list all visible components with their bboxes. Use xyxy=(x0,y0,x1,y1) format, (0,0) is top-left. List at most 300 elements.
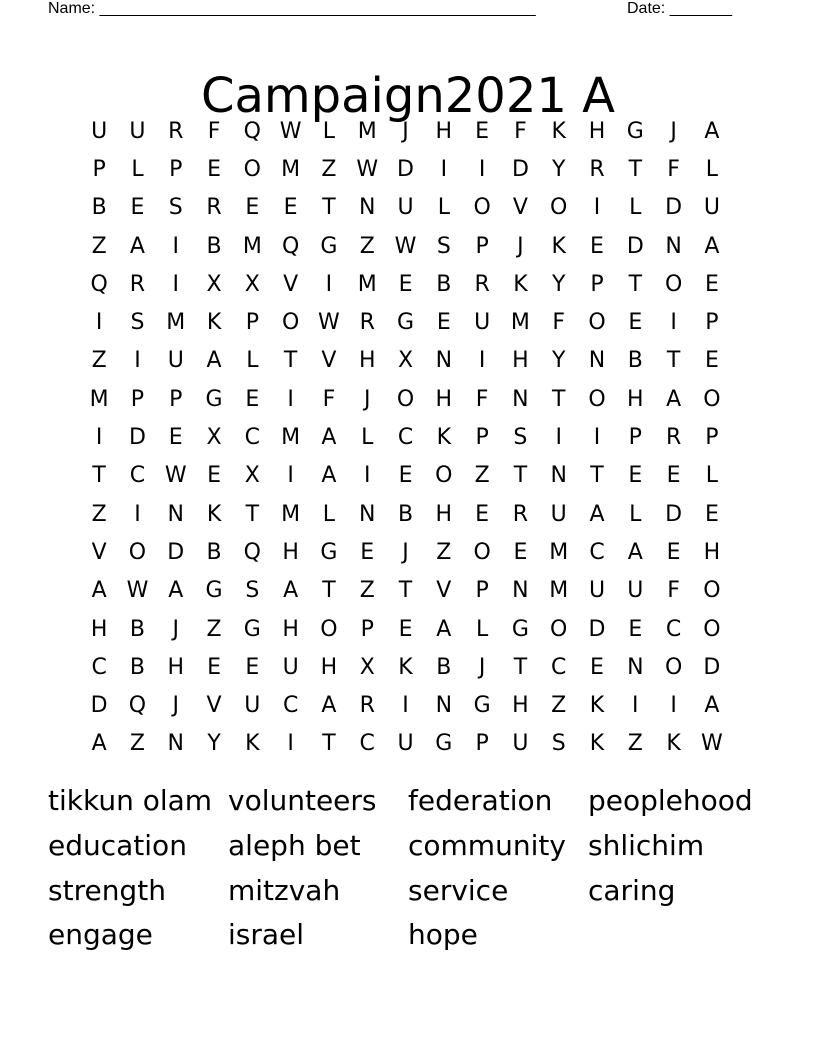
grid-letter: X xyxy=(397,348,414,374)
grid-letter: E xyxy=(207,463,221,489)
grid-letter: O xyxy=(396,386,415,412)
grid-letter: A xyxy=(321,463,337,489)
grid-letter: L xyxy=(475,616,489,642)
grid-letter: S xyxy=(130,310,145,336)
word-list-item: service xyxy=(408,873,509,907)
grid-letter: X xyxy=(244,463,260,489)
grid-letter: A xyxy=(436,616,452,642)
grid-letter: G xyxy=(320,233,338,259)
grid-letter: E xyxy=(283,195,298,221)
word-list-item: tikkun olam xyxy=(48,784,213,817)
grid-letter: A xyxy=(283,578,299,604)
grid-letter: S xyxy=(436,233,451,259)
grid-letter: I xyxy=(593,425,601,451)
grid-letter: E xyxy=(207,654,221,680)
name-field[interactable]: Name: _________________________________________________ xyxy=(48,0,536,17)
grid-letter: D xyxy=(167,539,185,565)
grid-letter: L xyxy=(361,425,374,451)
grid-letter: I xyxy=(134,348,141,374)
word-list-item: engage xyxy=(48,918,153,952)
grid-letter: N xyxy=(435,348,453,374)
word-list-item: peoplehood xyxy=(588,784,753,817)
grid-letter: F xyxy=(207,118,221,144)
word-list-item: education xyxy=(48,828,187,862)
grid-letter: Z xyxy=(627,731,643,757)
grid-letter: T xyxy=(590,463,604,489)
grid-letter: J xyxy=(363,386,371,412)
grid-letter: Y xyxy=(207,731,221,757)
grid-letter: Y xyxy=(551,348,566,374)
grid-letter: U xyxy=(703,195,720,221)
grid-letter: G xyxy=(626,118,644,144)
word-list-item: mitzvah xyxy=(228,873,341,907)
grid-letter: H xyxy=(435,118,453,144)
grid-letter: P xyxy=(475,233,489,259)
grid-letter: K xyxy=(666,731,681,757)
grid-letter: Q xyxy=(281,233,300,259)
word-list-item: volunteers xyxy=(228,784,377,817)
grid-letter: R xyxy=(589,156,605,182)
grid-letter: M xyxy=(357,271,377,297)
grid-letter: D xyxy=(90,693,108,719)
grid-letter: H xyxy=(435,386,453,412)
grid-letter: J xyxy=(172,693,179,719)
grid-letter: H xyxy=(588,118,606,144)
grid-letter: I xyxy=(95,310,103,336)
grid-letter: K xyxy=(551,118,566,144)
grid-letter: T xyxy=(551,386,566,412)
grid-letter: U xyxy=(397,195,414,221)
grid-letter: K xyxy=(206,501,222,527)
grid-letter: U xyxy=(244,693,261,719)
grid-letter: M xyxy=(242,233,262,259)
grid-letter: C xyxy=(282,693,299,719)
grid-letter: F xyxy=(667,578,680,604)
grid-letter: G xyxy=(511,616,529,642)
grid-letter: E xyxy=(245,195,260,221)
grid-letter: A xyxy=(704,118,720,144)
grid-letter: A xyxy=(666,386,682,412)
grid-letter: C xyxy=(359,731,375,757)
puzzle-title: Campaign2021 A xyxy=(200,68,616,125)
grid-letter: Z xyxy=(359,233,375,259)
grid-letter: C xyxy=(397,425,414,451)
letter-grid xyxy=(80,112,731,763)
grid-letter: N xyxy=(167,501,184,527)
grid-letter: P xyxy=(475,578,489,604)
grid-letter: D xyxy=(703,654,721,680)
word-list-item: hope xyxy=(408,918,478,952)
grid-letter: E xyxy=(475,501,490,527)
grid-letter: N xyxy=(665,233,682,259)
grid-letter: H xyxy=(167,654,185,680)
grid-letter: M xyxy=(281,425,301,451)
grid-letter: W xyxy=(318,310,340,336)
grid-letter: E xyxy=(704,348,719,374)
grid-letter: S xyxy=(513,425,528,451)
grid-letter: I xyxy=(555,425,562,451)
grid-letter: H xyxy=(358,348,376,374)
grid-letter: Q xyxy=(243,118,261,144)
grid-letter: L xyxy=(437,195,450,221)
grid-letter: H xyxy=(282,539,299,565)
grid-letter: O xyxy=(703,616,721,642)
grid-letter: F xyxy=(514,118,527,144)
grid-letter: I xyxy=(440,156,448,182)
grid-letter: P xyxy=(360,616,374,642)
grid-letter: R xyxy=(665,425,682,451)
grid-letter: W xyxy=(356,156,379,182)
grid-letter: P xyxy=(628,425,642,451)
word-list xyxy=(48,781,768,960)
grid-letter: R xyxy=(206,195,222,221)
grid-letter: L xyxy=(131,156,144,182)
grid-letter: K xyxy=(206,310,222,336)
grid-letter: R xyxy=(512,501,529,527)
grid-letter: H xyxy=(703,539,721,565)
grid-letter: E xyxy=(628,463,643,489)
grid-letter: B xyxy=(129,654,145,680)
grid-letter: C xyxy=(665,616,682,642)
grid-letter: P xyxy=(169,386,183,412)
grid-letter: B xyxy=(397,501,414,527)
grid-letter: N xyxy=(512,386,529,412)
grid-letter: Z xyxy=(206,616,222,642)
grid-letter: E xyxy=(704,501,719,527)
grid-letter: K xyxy=(436,425,452,451)
grid-letter: B xyxy=(91,195,107,221)
grid-letter: P xyxy=(169,156,183,182)
grid-letter: U xyxy=(474,310,491,336)
grid-letter: E xyxy=(666,539,681,565)
grid-letter: S xyxy=(551,731,566,757)
grid-letter: N xyxy=(358,501,376,527)
grid-letter: P xyxy=(92,156,106,182)
word-list-item: shlichim xyxy=(588,828,705,862)
date-field[interactable]: Date: _______ xyxy=(627,0,732,17)
grid-letter: E xyxy=(628,310,643,336)
grid-letter: J xyxy=(402,539,409,565)
grid-letter: J xyxy=(517,233,524,259)
grid-letter: D xyxy=(665,195,683,221)
grid-letter: T xyxy=(628,156,643,182)
grid-letter: U xyxy=(512,731,529,757)
grid-letter: K xyxy=(398,654,413,680)
grid-letter: P xyxy=(705,425,719,451)
grid-letter: D xyxy=(626,233,644,259)
grid-letter: B xyxy=(627,348,643,374)
grid-letter: G xyxy=(243,616,261,642)
grid-letter: O xyxy=(664,271,683,297)
grid-letter: Z xyxy=(359,578,375,604)
grid-letter: J xyxy=(670,118,677,144)
grid-letter: F xyxy=(552,310,566,336)
grid-letter: D xyxy=(588,616,606,642)
grid-letter: O xyxy=(473,195,491,221)
grid-letter: E xyxy=(628,616,643,642)
grid-letter: V xyxy=(512,195,528,221)
grid-letter: H xyxy=(627,386,644,412)
grid-letter: X xyxy=(206,271,222,297)
grid-letter: S xyxy=(168,195,183,221)
grid-letter: J xyxy=(478,654,486,680)
grid-letter: Z xyxy=(436,539,452,565)
grid-letter: Y xyxy=(551,156,566,182)
grid-letter: U xyxy=(167,348,184,374)
grid-letter: Q xyxy=(243,539,261,565)
grid-letter: I xyxy=(670,310,677,336)
grid-letter: E xyxy=(168,425,183,451)
grid-letter: O xyxy=(550,616,568,642)
grid-letter: I xyxy=(478,156,486,182)
grid-letter: A xyxy=(91,731,107,757)
grid-letter: H xyxy=(512,348,529,374)
grid-letter: R xyxy=(168,118,184,144)
grid-letter: U xyxy=(627,578,644,604)
grid-letter: C xyxy=(91,654,107,680)
grid-letter: K xyxy=(589,731,605,757)
grid-letter: T xyxy=(245,501,260,527)
grid-letter: I xyxy=(478,348,486,374)
grid-letter: R xyxy=(474,271,490,297)
grid-letter: A xyxy=(206,348,222,374)
grid-letter: O xyxy=(588,386,606,412)
grid-letter: I xyxy=(134,501,141,527)
grid-letter: I xyxy=(402,693,409,719)
grid-letter: N xyxy=(627,654,644,680)
grid-letter: E xyxy=(666,463,681,489)
grid-letter: A xyxy=(129,233,145,259)
grid-letter: W xyxy=(394,233,417,259)
grid-letter: Z xyxy=(474,463,490,489)
grid-letter: P xyxy=(130,386,145,412)
grid-letter: D xyxy=(511,156,529,182)
grid-letter: N xyxy=(550,463,567,489)
grid-letter: I xyxy=(95,425,103,451)
grid-letter: W xyxy=(126,578,149,604)
grid-letter: N xyxy=(588,348,606,374)
grid-letter: U xyxy=(282,654,299,680)
grid-letter: E xyxy=(475,118,490,144)
grid-letter: B xyxy=(206,539,222,565)
grid-letter: L xyxy=(322,118,336,144)
grid-letter: O xyxy=(128,539,147,565)
grid-letter: U xyxy=(397,731,414,757)
grid-letter: I xyxy=(287,463,294,489)
grid-letter: Q xyxy=(128,693,147,719)
grid-letter: G xyxy=(205,386,223,412)
grid-letter: A xyxy=(589,501,605,527)
grid-letter: R xyxy=(129,271,146,297)
grid-letter: G xyxy=(473,693,491,719)
grid-letter: C xyxy=(244,425,261,451)
grid-letter: U xyxy=(91,118,108,144)
grid-letter: H xyxy=(90,616,108,642)
grid-letter: A xyxy=(91,578,107,604)
grid-letter: P xyxy=(705,310,719,336)
grid-letter: L xyxy=(322,501,336,527)
grid-letter: V xyxy=(206,693,222,719)
grid-letter: M xyxy=(89,386,109,412)
grid-letter: L xyxy=(705,463,719,489)
grid-letter: G xyxy=(396,310,415,336)
grid-letter: M xyxy=(549,539,569,565)
grid-letter: T xyxy=(322,195,336,221)
grid-letter: Z xyxy=(129,731,145,757)
grid-letter: I xyxy=(363,463,371,489)
grid-letter: E xyxy=(130,195,145,221)
grid-letter: M xyxy=(166,310,186,336)
grid-letter: F xyxy=(475,386,489,412)
grid-letter: P xyxy=(475,425,489,451)
grid-letter: H xyxy=(435,501,453,527)
grid-letter: H xyxy=(320,654,338,680)
grid-letter: B xyxy=(436,654,452,680)
grid-letter: I xyxy=(325,271,333,297)
grid-letter: A xyxy=(627,539,643,565)
grid-letter: O xyxy=(588,310,606,336)
grid-letter: T xyxy=(666,348,681,374)
grid-letter: C xyxy=(589,539,605,565)
grid-letter: B xyxy=(206,233,222,259)
grid-letter: E xyxy=(398,616,413,642)
grid-letter: P xyxy=(245,310,259,336)
grid-letter: E xyxy=(398,463,413,489)
grid-letter: V xyxy=(91,539,107,565)
grid-letter: N xyxy=(435,693,453,719)
grid-letter: I xyxy=(172,233,179,259)
grid-letter: M xyxy=(281,156,301,182)
grid-letter: U xyxy=(129,118,146,144)
grid-letter: P xyxy=(590,271,604,297)
grid-letter: I xyxy=(287,731,294,757)
grid-letter: Z xyxy=(91,348,107,374)
grid-letter: M xyxy=(357,118,377,144)
grid-letter: H xyxy=(512,693,529,719)
grid-letter: T xyxy=(398,578,413,604)
grid-letter: E xyxy=(245,654,260,680)
grid-letter: W xyxy=(279,118,302,144)
grid-letter: A xyxy=(321,425,337,451)
grid-letter: G xyxy=(320,539,338,565)
grid-letter: P xyxy=(475,731,489,757)
grid-letter: R xyxy=(359,310,375,336)
grid-letter: A xyxy=(168,578,184,604)
grid-letter: J xyxy=(402,118,409,144)
grid-letter: D xyxy=(397,156,414,182)
grid-letter: K xyxy=(513,271,528,297)
grid-letter: A xyxy=(704,233,720,259)
grid-letter: O xyxy=(550,195,568,221)
grid-letter: J xyxy=(172,616,179,642)
grid-letter: F xyxy=(667,156,680,182)
grid-letter: U xyxy=(550,501,567,527)
grid-letter: O xyxy=(435,463,453,489)
word-list-item: strength xyxy=(48,873,166,907)
grid-letter: K xyxy=(551,233,566,259)
grid-letter: O xyxy=(473,539,491,565)
grid-letter: G xyxy=(205,578,223,604)
grid-letter: L xyxy=(629,501,642,527)
grid-letter: W xyxy=(164,463,187,489)
grid-letter: I xyxy=(632,693,639,719)
grid-letter: X xyxy=(244,271,260,297)
grid-letter: F xyxy=(322,386,336,412)
grid-letter: E xyxy=(704,271,719,297)
grid-letter: O xyxy=(281,310,300,336)
word-list-item: aleph bet xyxy=(228,828,361,862)
grid-letter: Q xyxy=(90,271,108,297)
grid-letter: O xyxy=(243,156,261,182)
grid-letter: I xyxy=(172,271,179,297)
grid-letter: O xyxy=(703,386,721,412)
grid-letter: M xyxy=(549,578,569,604)
grid-letter: V xyxy=(283,271,299,297)
grid-letter: E xyxy=(207,156,221,182)
grid-letter: V xyxy=(321,348,337,374)
grid-letter: M xyxy=(510,310,530,336)
word-list-item: community xyxy=(408,828,566,862)
grid-letter: O xyxy=(703,578,721,604)
grid-letter: Z xyxy=(321,156,337,182)
grid-letter: K xyxy=(245,731,260,757)
grid-letter: T xyxy=(322,578,336,604)
grid-letter: L xyxy=(705,156,719,182)
grid-letter: B xyxy=(129,616,145,642)
grid-letter: B xyxy=(436,271,452,297)
grid-letter: E xyxy=(590,654,604,680)
word-list-item: israel xyxy=(228,918,305,952)
grid-letter: H xyxy=(282,616,299,642)
grid-letter: T xyxy=(92,463,106,489)
grid-letter: S xyxy=(245,578,260,604)
grid-letter: C xyxy=(129,463,146,489)
grid-letter: V xyxy=(436,578,452,604)
grid-letter: K xyxy=(589,693,605,719)
grid-letter: A xyxy=(704,693,720,719)
word-list-item: federation xyxy=(408,784,553,817)
grid-letter: Z xyxy=(91,501,107,527)
grid-letter: E xyxy=(398,271,413,297)
grid-letter: W xyxy=(701,731,723,757)
grid-letter: E xyxy=(436,310,451,336)
grid-letter: E xyxy=(245,386,260,412)
grid-letter: I xyxy=(287,386,294,412)
grid-letter: N xyxy=(358,195,376,221)
grid-letter: D xyxy=(665,501,683,527)
grid-letter: A xyxy=(321,693,337,719)
grid-letter: E xyxy=(360,539,375,565)
grid-letter: T xyxy=(322,731,336,757)
grid-letter: L xyxy=(246,348,259,374)
grid-letter: I xyxy=(670,693,677,719)
grid-letter: Y xyxy=(551,271,566,297)
grid-letter: X xyxy=(359,654,375,680)
grid-letter: E xyxy=(590,233,604,259)
grid-letter: Z xyxy=(91,233,107,259)
grid-letter: O xyxy=(320,616,338,642)
grid-letter: M xyxy=(281,501,301,527)
grid-letter: T xyxy=(283,348,298,374)
grid-letter: D xyxy=(128,425,146,451)
word-list-item: caring xyxy=(588,873,676,907)
grid-letter: N xyxy=(167,731,184,757)
grid-letter: T xyxy=(513,463,528,489)
worksheet-header xyxy=(0,0,816,22)
grid-letter: T xyxy=(628,271,643,297)
grid-letter: E xyxy=(513,539,528,565)
grid-letter: G xyxy=(435,731,453,757)
